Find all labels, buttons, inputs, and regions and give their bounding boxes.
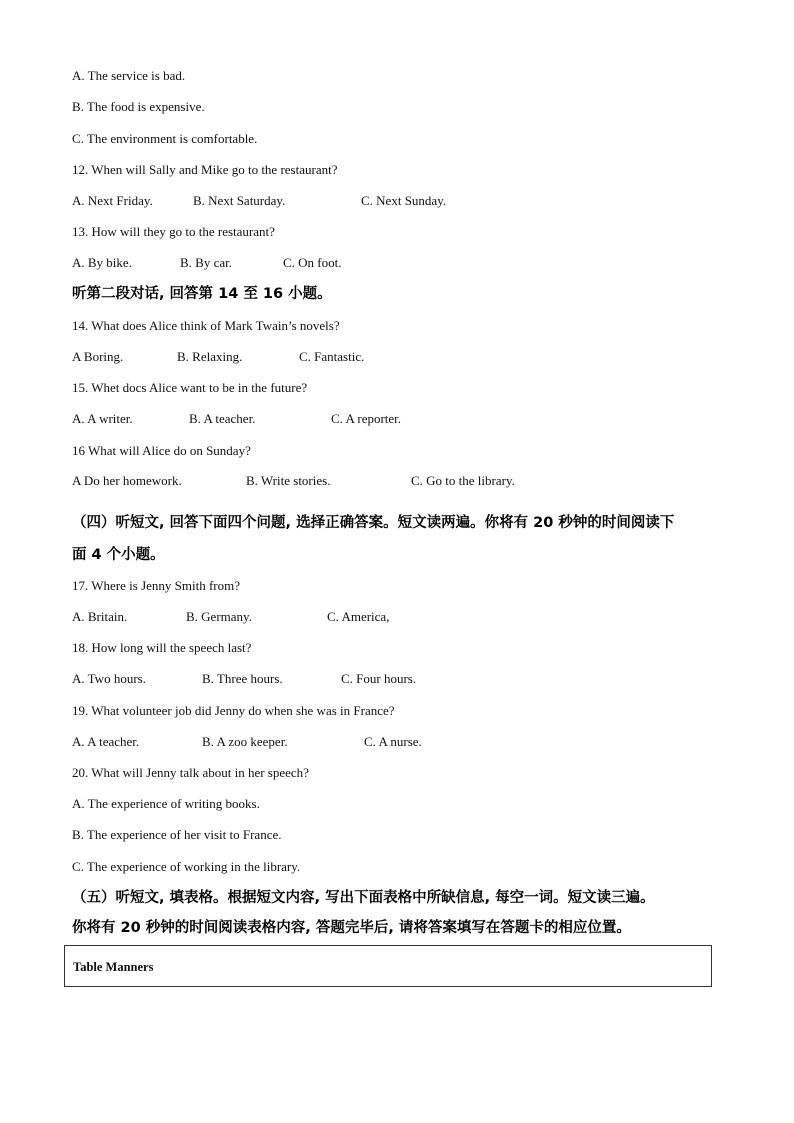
q19-question: 19. What volunteer job did Jenny do when she was in France?: [72, 703, 395, 718]
q14-option-c: C. Fantastic.: [299, 349, 365, 364]
q17-question: 17. Where is Jenny Smith from?: [72, 578, 241, 593]
q18-question: 18. How long will the speech last?: [72, 640, 252, 655]
q13-option-a: A. By bike.: [72, 255, 132, 270]
q19-option-b: B. A zoo keeper.: [202, 734, 288, 749]
q13-question: 13. How will they go to the restaurant?: [72, 224, 275, 239]
q17-option-c: C. America,: [327, 609, 390, 624]
table-title: Table Manners: [73, 960, 154, 974]
q15-option-c: C. A reporter.: [331, 411, 402, 426]
part5-heading-line1: （五）听短文, 填表格。根据短文内容, 写出下面表格中所缺信息, 每空一词。短文读三遍。: [72, 890, 655, 906]
q15-option-b: B. A teacher.: [189, 411, 256, 426]
q20-option-c: C. The experience of working in the library.: [72, 859, 301, 874]
q12-option-a: A. Next Friday.: [72, 193, 153, 208]
q16-question: 16 What will Alice do on Sunday?: [72, 443, 251, 458]
q11-option-b: B. The food is expensive.: [72, 99, 205, 114]
table-manners-table: [64, 945, 712, 987]
q16-option-c: C. Go to the library.: [411, 473, 515, 488]
part4-heading-line1: （四）听短文, 回答下面四个问题, 选择正确答案。短文读两遍。你将有 20 秒钟的时间阅读下: [72, 515, 675, 531]
q19-option-c: C. A nurse.: [364, 734, 422, 749]
q12-question: 12. When will Sally and Mike go to the restaurant?: [72, 162, 338, 177]
part4-heading-line2: 面 4 个小题。: [72, 547, 165, 563]
section2-heading: 听第二段对话, 回答第 14 至 16 小题。: [72, 286, 332, 302]
q12-option-c: C. Next Sunday.: [361, 193, 447, 208]
q20-option-a: A. The experience of writing books.: [72, 796, 260, 811]
q20-question: 20. What will Jenny talk about in her speech?: [72, 765, 309, 780]
q20-option-b: B. The experience of her visit to France.: [72, 827, 282, 842]
q18-option-c: C. Four hours.: [341, 671, 417, 686]
q13-option-c: C. On foot.: [283, 255, 342, 270]
q11-option-c: C. The environment is comfortable.: [72, 131, 258, 146]
q15-option-a: A. A writer.: [72, 411, 133, 426]
q11-option-a: A. The service is bad.: [72, 68, 186, 83]
q14-option-a: A Boring.: [72, 349, 124, 364]
q15-question: 15. Whet docs Alice want to be in the future?: [72, 380, 308, 395]
q13-option-b: B. By car.: [180, 255, 232, 270]
q14-question: 14. What does Alice think of Mark Twain’s novels?: [72, 318, 340, 333]
part5-heading-line2: 你将有 20 秒钟的时间阅读表格内容, 答题完毕后, 请将答案填写在答题卡的相应位置。: [72, 920, 631, 936]
q17-option-a: A. Britain.: [72, 609, 128, 624]
q19-option-a: A. A teacher.: [72, 734, 140, 749]
q18-option-a: A. Two hours.: [72, 671, 146, 686]
q17-option-b: B. Germany.: [186, 609, 252, 624]
q14-option-b: B. Relaxing.: [177, 349, 243, 364]
q12-option-b: B. Next Saturday.: [193, 193, 286, 208]
q16-option-a: A Do her homework.: [72, 473, 182, 488]
q16-option-b: B. Write stories.: [246, 473, 331, 488]
q18-option-b: B. Three hours.: [202, 671, 283, 686]
